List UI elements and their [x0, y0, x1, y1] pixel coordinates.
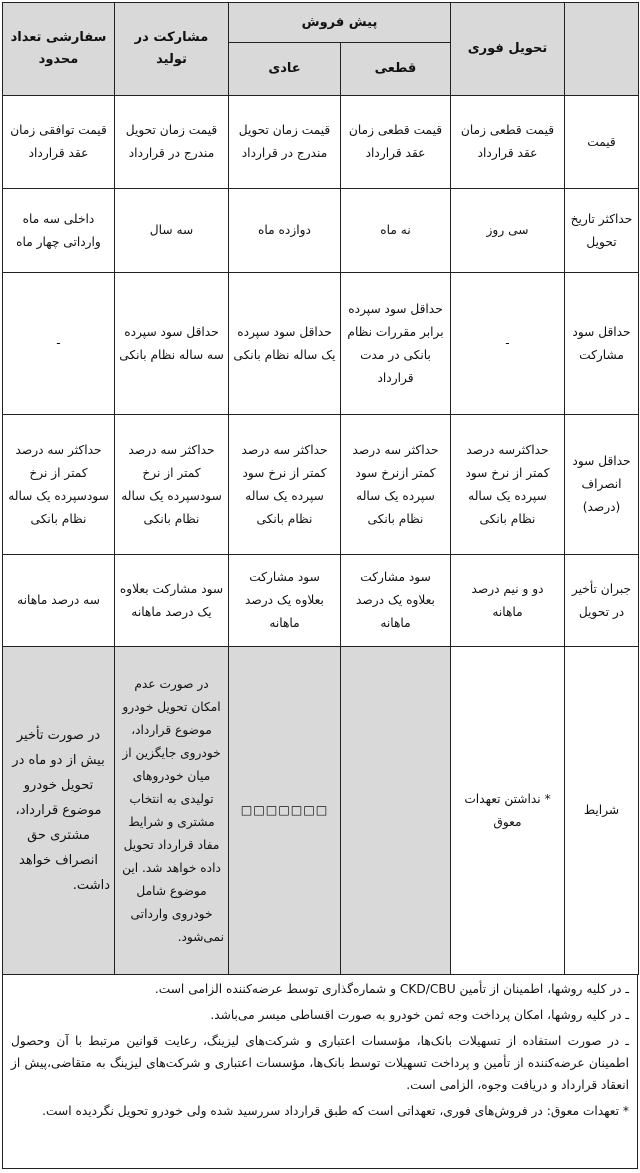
cell-delivery-partnership: سه سال: [115, 189, 229, 273]
cell-conditions-partnership: در صورت عدم امکان تحویل خودرو موضوع قرارداد، خودروی جایگزین از میان خودروهای تولیدی به انتخاب مشتری و شرایط مفاد قرارداد تحویل داده خواهد شد. این موضوع شامل خودروی وارداتی نمی‌شود.: [115, 647, 229, 975]
sales-methods-document: [2, 2, 638, 1169]
cell-cancel-presale-definitive: حداکثر سه درصد کمتر ازنرخ سود سپرده یک ساله نظام بانکی: [341, 415, 451, 555]
cell-cancel-partnership: حداکثر سه درصد کمتر از نرخ سودسپرده یک ساله نظام بانکی: [115, 415, 229, 555]
row-cancel-profit: [3, 415, 639, 555]
cell-cancel-presale-normal: حداکثر سه درصد کمتر از نرخ سود سپرده یک ساله نظام بانکی: [229, 415, 341, 555]
row-min-profit: [3, 273, 639, 415]
cell-delay-presale-definitive: سود مشارکت بعلاوه یک درصد ماهانه: [341, 555, 451, 647]
footnote-item: ـ در کلیه روشها، امکان پرداخت وجه ثمن خودرو به صورت اقساطی میسر می‌باشد.: [210, 1008, 629, 1022]
cell-cancel-custom: حداکثر سه درصد کمتر از نرخ سودسپرده یک ساله نظام بانکی: [3, 415, 115, 555]
cell-conditions-immediate: * نداشتن تعهدات معوق: [451, 647, 565, 975]
header-presale: پیش فروش: [229, 3, 451, 43]
cell-delay-presale-normal: سود مشارکت بعلاوه یک درصد ماهانه: [229, 555, 341, 647]
header-row: [3, 3, 639, 43]
row-delay: [3, 555, 639, 647]
header-production-partnership: مشارکت در تولید: [115, 3, 229, 96]
row-delivery: [3, 189, 639, 273]
row-label-delay: جبران تأخیر در تحویل: [565, 555, 639, 647]
cell-min-profit-immediate: -: [451, 273, 565, 415]
footnote-item: * تعهدات معوق: در فروش‌های فوری، تعهداتی است که طبق قرارداد سررسید شده ولی خودرو تحویل نگردیده است.: [42, 1104, 629, 1118]
cell-delivery-presale-normal: دوازده ماه: [229, 189, 341, 273]
cell-price-immediate: قیمت قطعی زمان عقد قرارداد: [451, 96, 565, 189]
cell-price-presale-normal: قیمت زمان تحویل مندرج در قرارداد: [229, 96, 341, 189]
cell-cancel-immediate: حداکثرسه درصد کمتر از نرخ سود سپرده یک ساله نظام بانکی: [451, 415, 565, 555]
row-price: [3, 96, 639, 189]
cell-delay-immediate: دو و نیم درصد ماهانه: [451, 555, 565, 647]
cell-price-partnership: قیمت زمان تحویل مندرج در قرارداد: [115, 96, 229, 189]
footnote-item: ـ در صورت استفاده از تسهیلات بانک‌ها، مؤسسات اعتباری و شرکت‌های لیزینگ، رعایت قوانین مرتبط با آن وحصول اطمینان عرضه‌کننده از تأمین و پرداخت تسهیلات توسط بانک‌ها، مؤسسات اعتباری و شرکت‌های لیزینگ به متقاضی،پیش از انعقاد قرارداد و دریافت وجوه، الزامی است.: [11, 1034, 629, 1092]
cell-min-profit-partnership: حداقل سود سپرده سه ساله نظام بانکی: [115, 273, 229, 415]
cell-conditions-presale-normal: □□□□□□□: [229, 647, 341, 975]
cell-min-profit-presale-definitive: حداقل سود سپرده برابر مقررات نظام بانکی در مدت قرارداد: [341, 273, 451, 415]
row-label-conditions: شرایط: [565, 647, 639, 975]
cell-conditions-presale-definitive: [341, 647, 451, 975]
footnotes: [2, 975, 638, 1169]
row-label-delivery: حداکثر تاریخ تحویل: [565, 189, 639, 273]
header-custom-limited: سفارشی تعداد محدود: [3, 3, 115, 96]
row-label-price: قیمت: [565, 96, 639, 189]
header-immediate-delivery: تحویل فوری: [451, 3, 565, 96]
header-presale-normal: عادی: [229, 43, 341, 96]
row-label-cancel-profit: حداقل سود انصراف (درصد): [565, 415, 639, 555]
cell-delay-custom: سه درصد ماهانه: [3, 555, 115, 647]
cell-delivery-immediate: سی روز: [451, 189, 565, 273]
cell-min-profit-custom: -: [3, 273, 115, 415]
header-presale-definitive: قطعی: [341, 43, 451, 96]
row-label-min-profit: حداقل سود مشارکت: [565, 273, 639, 415]
header-corner: [565, 3, 639, 96]
cell-price-custom: قیمت توافقی زمان عقد قرارداد: [3, 96, 115, 189]
row-conditions: [3, 647, 639, 975]
cell-delivery-custom: داخلی سه ماه وارداتی چهار ماه: [3, 189, 115, 273]
sales-methods-table: [2, 2, 639, 975]
cell-delay-partnership: سود مشارکت بعلاوه یک درصد ماهانه: [115, 555, 229, 647]
cell-conditions-custom: در صورت تأخیر بیش از دو ماه در تحویل خودرو موضوع قرارداد، مشتری حق انصراف خواهد داشت.: [3, 647, 115, 975]
cell-price-presale-definitive: قیمت قطعی زمان عقد قرارداد: [341, 96, 451, 189]
cell-delivery-presale-definitive: نه ماه: [341, 189, 451, 273]
footnote-item: ـ در کلیه روشها، اطمینان از تأمین CKD/CBU و شماره‌گذاری توسط عرضه‌کننده الزامی است.: [154, 982, 629, 996]
cell-min-profit-presale-normal: حداقل سود سپرده یک ساله نظام بانکی: [229, 273, 341, 415]
